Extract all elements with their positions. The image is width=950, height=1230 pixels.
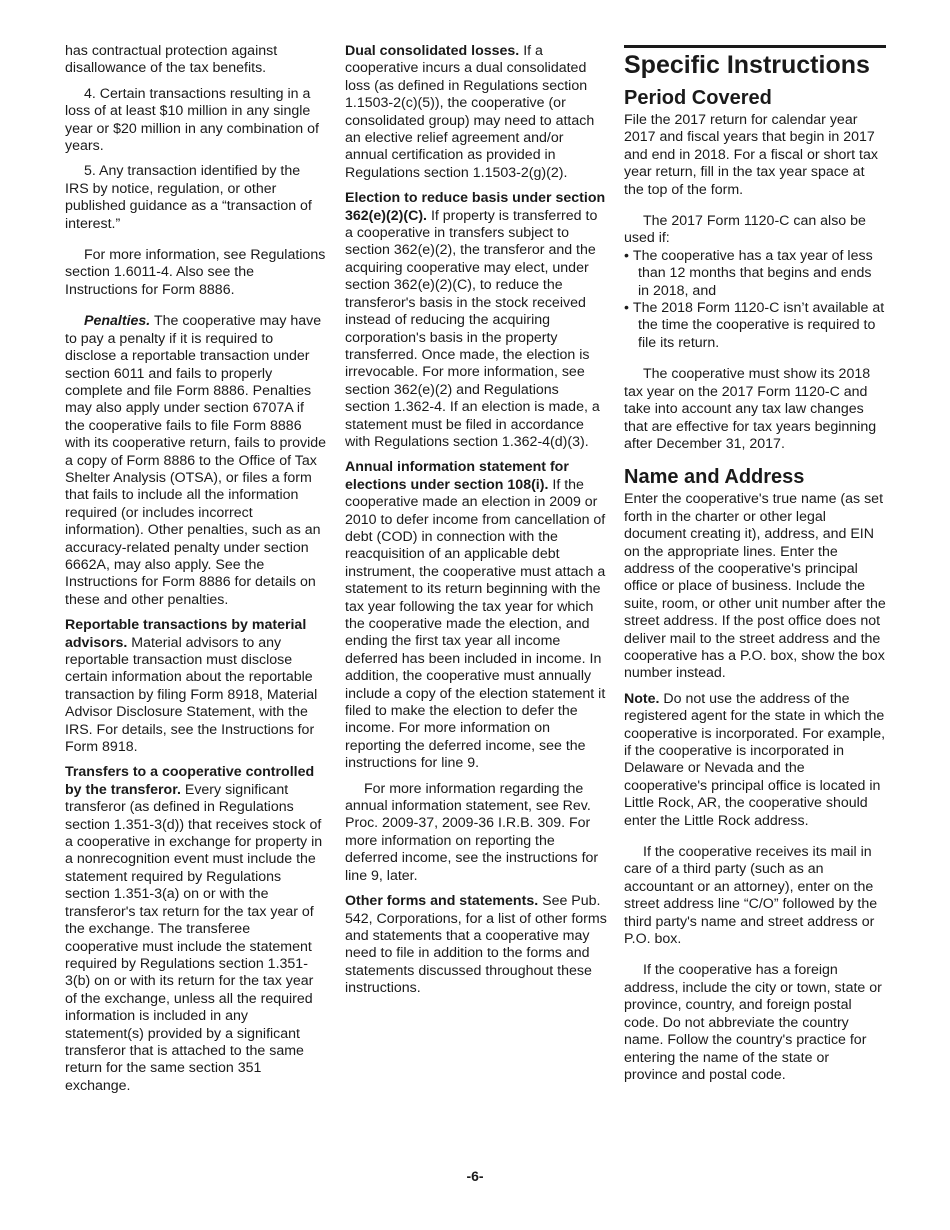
annual-statement-paragraph: Annual information statement for elections under section 108(i). If the cooperative made an election in 2009 or 2010 to defer income from cancellation of debt (COD) in connection with the reacquisition of an applicable debt instrument, the cooperative must attach a statement to its return beginning with the tax year following the tax year for which the cooperative made the election, and ending the first tax year all income deferred has been included in income. In addition, the cooperative must annually include a copy of the election statement it filed to make the election to defer the income. For more information on reporting the deferred income, see the instructions for line 9. bbox=[345, 459, 606, 772]
period-covered-heading: Period Covered bbox=[624, 87, 772, 109]
bullet-icon: • bbox=[624, 247, 633, 264]
election-paragraph: Election to reduce basis under section 362(e)(2)(C). If property is transferred to a cooperative in transfers subject to section 362(e)(2), the transferor and the acquiring cooperative may elect, under section 362(e)(2)(C), to reduce the transferor's basis in the stock received instead of reducing the acquiring corporation's basis in the property transferred. Once made, the election is irrevocable. For more information, see section 362(e)(2) and Regulations section 1.362-4. If an election is made, a statement must be filed in accordance with Regulations section 1.362-4(d)(3). bbox=[345, 190, 606, 450]
material-advisors-heading: Reportable transactions by material advisors. bbox=[65, 617, 307, 651]
paragraph: If the cooperative receives its mail in care of a third party (such as an accountant or an attorney), enter on the street address line “C/O” followed by the third party's name and street address or P.O. box. bbox=[624, 844, 878, 948]
note-paragraph: Note. Do not use the address of the registered agent for the state in which the cooperative is incorporated. For example, if the cooperative is incorporated in Delaware or Nevada and the cooperative's principal office is located in Little Rock, AR, the cooperative should enter the Little Rock address. bbox=[624, 690, 886, 829]
paragraph: The cooperative must show its 2018 tax year on the 2017 Form 1120-C and take into account any tax law changes that are effective for tax years beginning after December 31, 2017. bbox=[624, 366, 877, 452]
bullet-icon: • bbox=[624, 300, 633, 317]
note-heading: Note. bbox=[624, 690, 660, 707]
transfers-paragraph: Transfers to a cooperative controlled by the transferor. Every significant transferor (as defined in Regulations section 1.351-3(d)) that receives stock of a cooperative in exchange for property in a nonrecognition event must include the statement required by Regulations section 1.351-3(a) on or with the transferor's tax return for the tax year of the exchange. The transferee cooperative must include the statement required by Regulations section 1.351-3(b) on or with its return for the tax year of the exchange, unless all the required information is included in any statement(s) provided by a significant transferor that is attached to the same return for the same section 351 exchange. bbox=[65, 764, 323, 1094]
paragraph: File the 2017 return for calendar year 2017 and fiscal years that begin in 2017 and end in 2018. For a fiscal or short tax year return, fill in the tax year space at the top of the form. bbox=[624, 112, 878, 198]
column-3 bbox=[624, 43, 886, 1092]
paragraph: 5. Any transaction identified by the IRS by notice, regulation, or other published guidance as a “transaction of interest.” bbox=[65, 163, 312, 232]
paragraph: has contractual protection against disallowance of the tax benefits. bbox=[65, 43, 278, 77]
page-number: -6- bbox=[466, 1168, 484, 1184]
bullet-item: • The cooperative has a tax year of less than 12 months that begins and ends in 2018, and bbox=[624, 247, 873, 299]
paragraph: For more information regarding the annual information statement, see Rev. Proc. 2009-37, 2009-36 I.R.B. 309. For more information on reporting the deferred income, see the instructions for line 9, later. bbox=[345, 780, 599, 884]
transfers-heading: Transfers to a cooperative controlled by the transferor. bbox=[65, 764, 315, 798]
annual-statement-heading: Annual information statement for elections under section 108(i). bbox=[345, 459, 569, 493]
bullet-item: • The 2018 Form 1120-C isn’t available at the time the cooperative is required to file its return. bbox=[624, 300, 885, 351]
dual-losses-heading: Dual consolidated losses. bbox=[345, 43, 520, 59]
penalties-paragraph: Penalties. The cooperative may have to pay a penalty if it is required to disclose a reportable transaction under section 6011 and fails to properly complete and file Form 8886. Penalties may also apply under section 6707A if the cooperative fails to file Form 8886 with its cooperative return, fails to provide a copy of Form 8886 to the Office of Tax Shelter Analysis (OTSA), or files a form that fails to include all the information required (or includes incorrect information). Other penalties, such as an accuracy-related penalty under section 6662A, may also apply. See the Instructions for Form 8886 for details on these and other penalties. bbox=[65, 313, 327, 608]
paragraph: If the cooperative has a foreign address, include the city or town, state or province, country, and foreign postal code. Do not abbreviate the country name. Follow the country's practice for entering the name of the state or province and postal code. bbox=[624, 962, 882, 1083]
heading-rule bbox=[624, 45, 886, 48]
penalties-heading: Penalties. bbox=[84, 313, 151, 330]
dual-losses-paragraph: Dual consolidated losses. If a cooperative incurs a dual consolidated loss (as defined in Regulations section 1.1503-2(c)(5)), the cooperative (or consolidated group) may need to attach an elective relief agreement and/or annual certification as provided in Regulations section 1.1503-2(g)(2). bbox=[345, 43, 595, 181]
other-forms-paragraph: Other forms and statements. See Pub. 542, Corporations, for a list of other forms and statements that a cooperative may need to file in addition to the forms and statements discussed throughout these instructions. bbox=[345, 893, 607, 997]
paragraph: For more information, see Regulations section 1.6011-4. Also see the Instructions for Form 8886. bbox=[65, 247, 326, 298]
paragraph: 4. Certain transactions resulting in a loss of at least $10 million in any single year or $20 million in any combination of years. bbox=[65, 85, 319, 155]
name-address-heading: Name and Address bbox=[624, 466, 805, 489]
column-1 bbox=[65, 43, 327, 1103]
material-advisors-paragraph: Reportable transactions by material advisors. Material advisors to any reportable transaction must disclose certain information about the reportable transaction by filing Form 8918, Material Advisor Disclosure Statement, with the IRS. For details, see the Instructions for Form 8918. bbox=[65, 617, 318, 756]
paragraph: Enter the cooperative's true name (as set forth in the charter or other legal document creating it), address, and EIN on the appropriate lines. Enter the address of the cooperative's principal office or place of business. Include the suite, room, or other unit number after the street address. If the post office does not deliver mail to the street address and the cooperative has a P.O. box, show the box number instead. bbox=[624, 491, 886, 682]
section-title: Specific Instructions bbox=[624, 51, 870, 79]
election-heading: Election to reduce basis under section 362(e)(2)(C). bbox=[345, 190, 606, 224]
other-forms-heading: Other forms and statements. bbox=[345, 893, 539, 910]
paragraph: The 2017 Form 1120-C can also be used if: bbox=[624, 213, 866, 247]
column-2 bbox=[345, 43, 607, 1006]
